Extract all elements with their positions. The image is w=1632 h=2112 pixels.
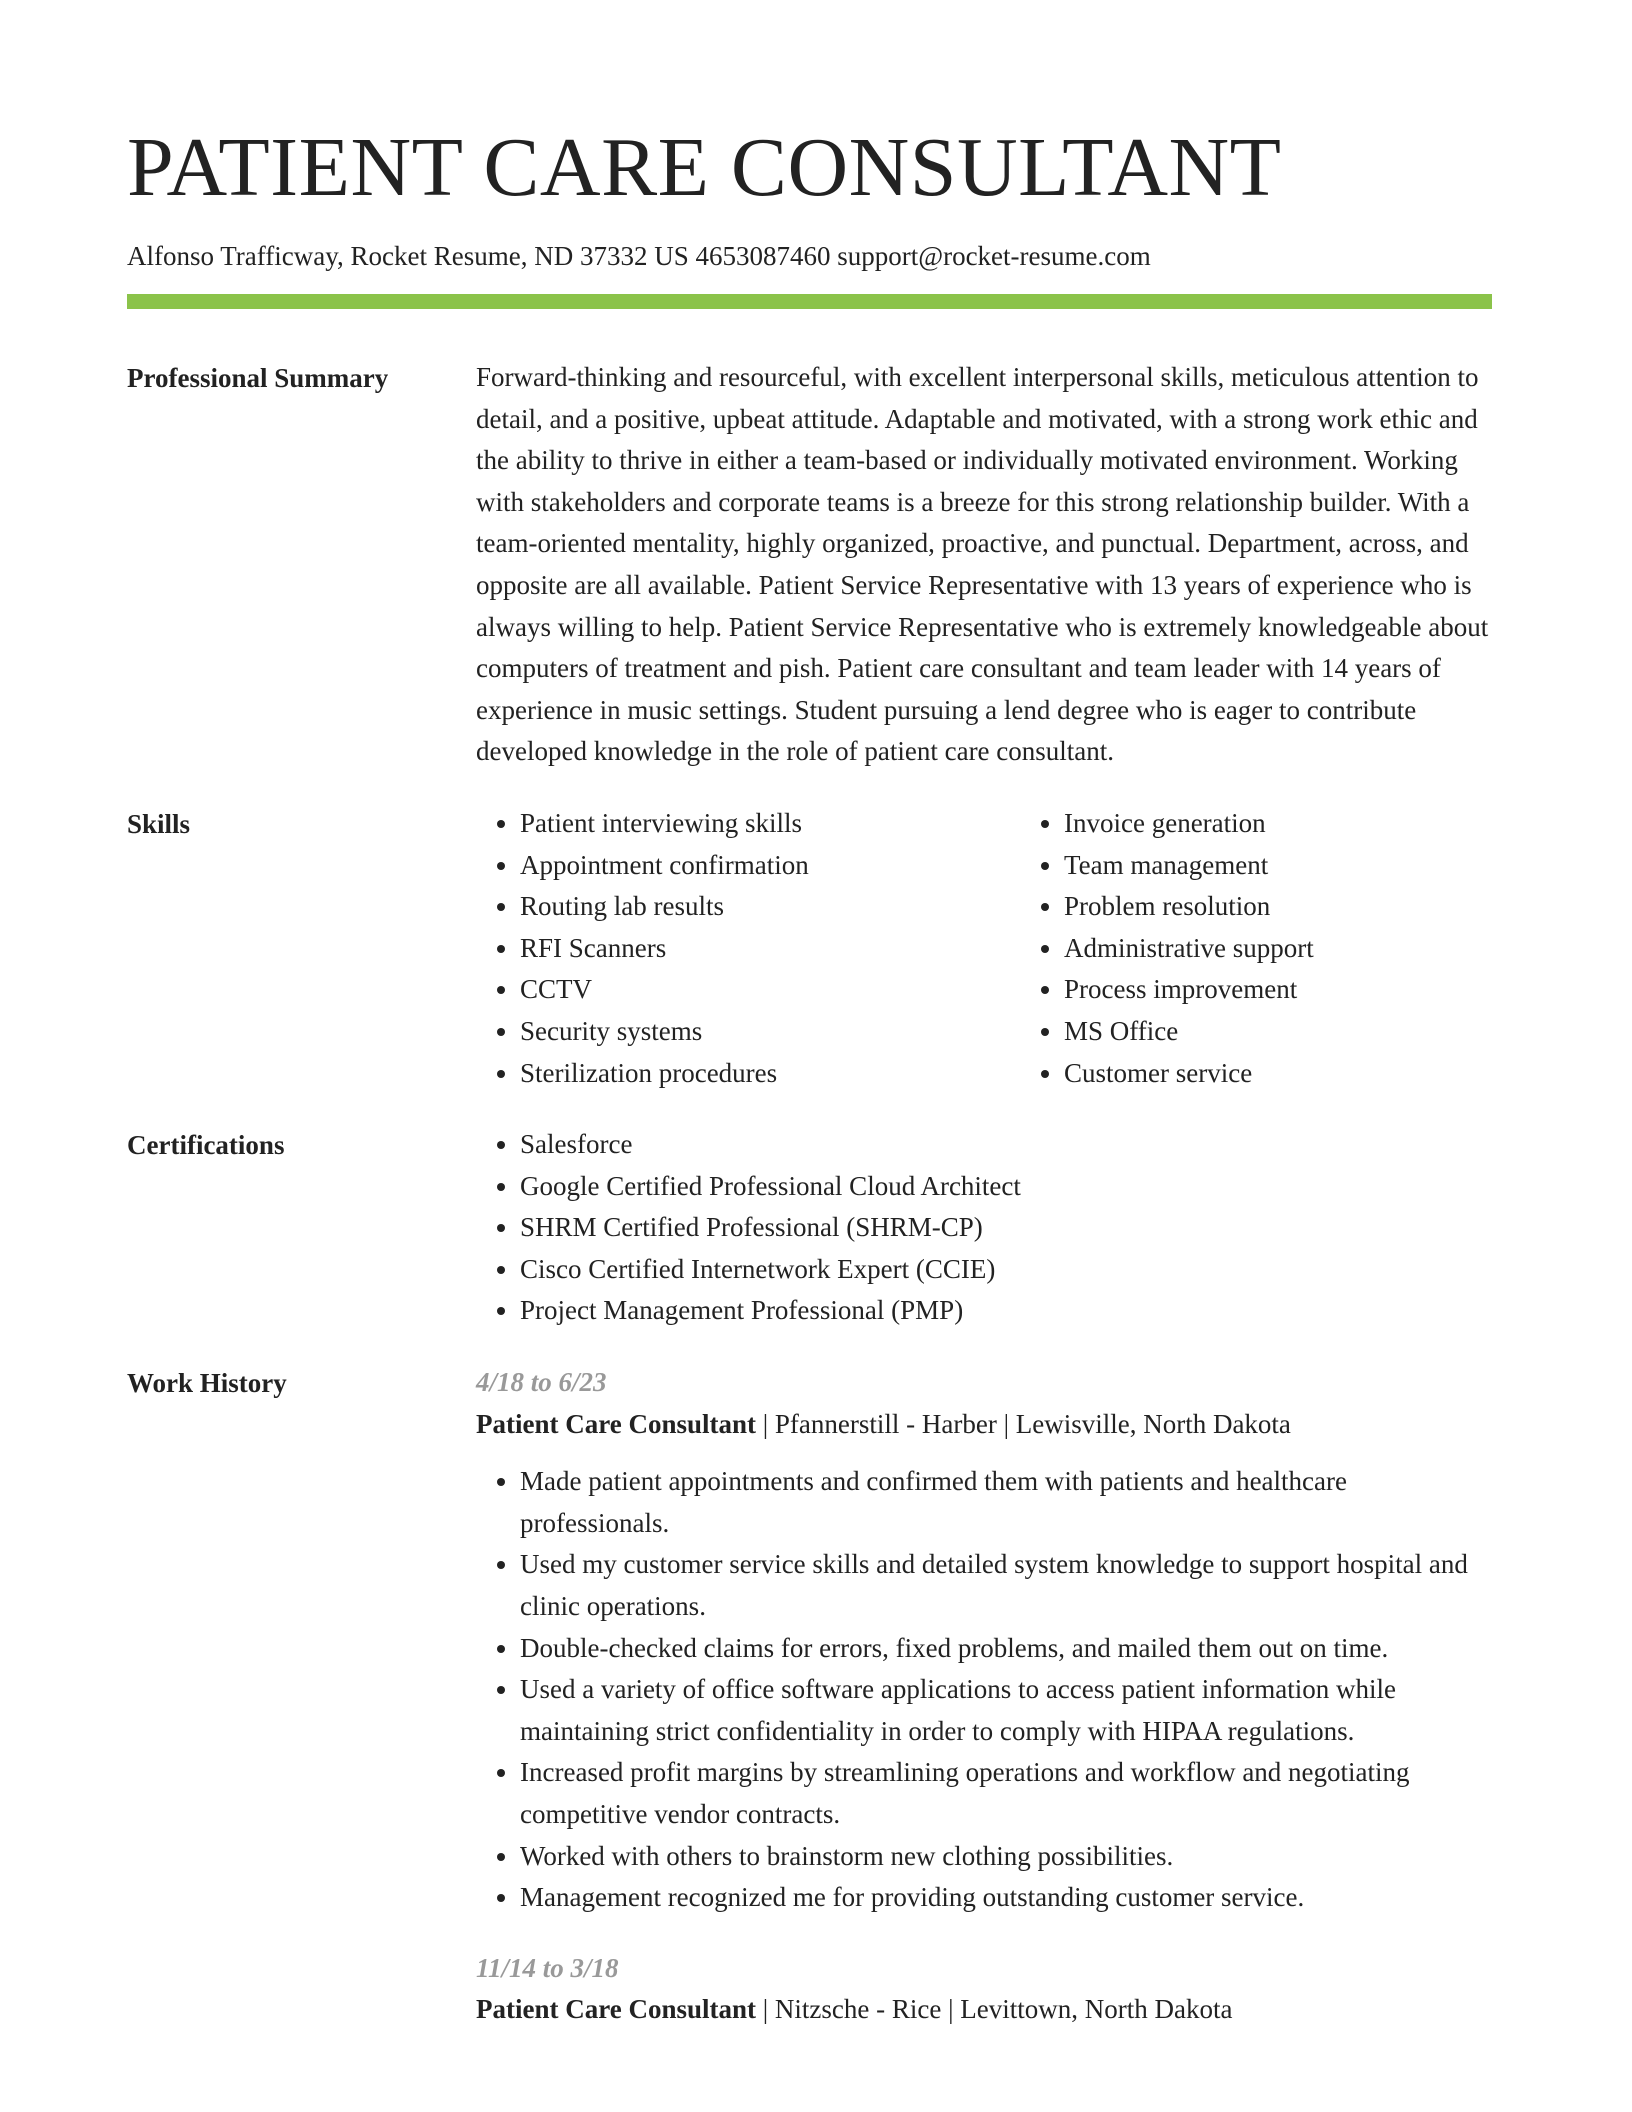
skills-section (127, 803, 1492, 1094)
section-heading-work-history: Work History (127, 1368, 287, 1399)
job-bullet: • Worked with others to brainstorm new clothing possibilities. (520, 1836, 1492, 1878)
certification-item: • Project Management Professional (PMP) (520, 1290, 1492, 1332)
job-bullet: • Increased profit margins by streamlining operations and workflow and negotiating competitive vendor contracts. (520, 1752, 1492, 1835)
job-bullet: • Made patient appointments and confirmed them with patients and healthcare professionals. (520, 1461, 1492, 1544)
job-entry (476, 1362, 1492, 1919)
work-history-section (127, 1362, 1492, 2031)
section-heading-skills: Skills (127, 808, 191, 839)
job-bullet: • Used my customer service skills and detailed system knowledge to support hospital and clinic operations. (520, 1544, 1492, 1627)
certifications-body (476, 1124, 1492, 1332)
certification-item: • Cisco Certified Internetwork Expert (CCIE) (520, 1249, 1492, 1291)
skill-item: • Process improvement (1064, 969, 1564, 1011)
certifications-section (127, 1124, 1492, 1332)
job-entry (476, 1948, 1492, 2031)
section-heading-certifications: Certifications (127, 1130, 285, 1161)
job-dates: 4/18 to 6/23 (476, 1367, 607, 1398)
job-heading (476, 1989, 1492, 2031)
skill-item: • Security systems (520, 1011, 1020, 1053)
certification-item: • Google Certified Professional Cloud Architect (520, 1166, 1492, 1208)
section-heading-professional-summary: Professional Summary (127, 363, 389, 393)
skill-item: • Customer service (1064, 1053, 1564, 1095)
job-bullet-list (476, 1461, 1492, 1919)
resume-title: PATIENT CARE CONSULTANT (127, 121, 1282, 214)
skill-item: • Problem resolution (1064, 886, 1564, 928)
skill-item: • Patient interviewing skills (520, 803, 1020, 845)
work-history-body (476, 1362, 1492, 2031)
job-bullet: • Management recognized me for providing outstanding customer service. (520, 1877, 1492, 1919)
job-employer-location: | Pfannerstill - Harber | Lewisville, North Dakota (756, 1408, 1291, 1439)
job-heading (476, 1404, 1492, 1446)
skill-item: • MS Office (1064, 1011, 1564, 1053)
skill-item: • Team management (1064, 845, 1564, 887)
summary-body (476, 357, 1492, 773)
skill-item: • Appointment confirmation (520, 845, 1020, 887)
skills-list-left (476, 803, 1020, 1094)
certification-item: • SHRM Certified Professional (SHRM-CP) (520, 1207, 1492, 1249)
job-dates: 11/14 to 3/18 (476, 1952, 619, 1983)
job-title: Patient Care Consultant (476, 1994, 756, 2025)
certifications-list (476, 1124, 1492, 1332)
job-title: Patient Care Consultant (476, 1408, 756, 1439)
professional-summary-section (127, 357, 1492, 773)
contact-line: Alfonso Trafficway, Rocket Resume, ND 37332 US 4653087460 support@rocket-resume.com (127, 241, 1151, 271)
certification-item: • Salesforce (520, 1124, 1492, 1166)
resume-page (127, 0, 1492, 2031)
job-bullet: • Used a variety of office software applications to access patient information while maintaining strict confidentiality in order to comply with HIPAA regulations. (520, 1669, 1492, 1752)
job-bullet: • Double-checked claims for errors, fixed problems, and mailed them out on time. (520, 1628, 1492, 1670)
summary-text: Forward-thinking and resourceful, with excellent interpersonal skills, meticulous attention to detail, and a positive, upbeat attitude. Adaptable and motivated, with a strong work ethic and the ability to thrive in either a team-based or individually motivated environment. Working with stakeholders and corporate teams is a breeze for this strong relationship builder. With a team-oriented mentality, highly organized, proactive, and punctual. Department, across, and opposite are all available. Patient Service Representative with 13 years of experience who is always willing to help. Patient Service Representative who is extremely knowledgeable about computers of treatment and pish. Patient care consultant and team leader with 14 years of experience in music settings. Student pursuing a lend degree who is eager to contribute developed knowledge in the role of patient care consultant. (476, 362, 1489, 767)
skills-grid (476, 803, 1564, 1094)
accent-divider (127, 294, 1492, 309)
skill-item: • CCTV (520, 969, 1020, 1011)
skill-item: • RFI Scanners (520, 928, 1020, 970)
skill-item: • Sterilization procedures (520, 1053, 1020, 1095)
skill-item: • Administrative support (1064, 928, 1564, 970)
skill-item: • Invoice generation (1064, 803, 1564, 845)
job-employer-location: | Nitzsche - Rice | Levittown, North Dakota (756, 1994, 1233, 2025)
skills-list-right (1020, 803, 1564, 1094)
skill-item: • Routing lab results (520, 886, 1020, 928)
